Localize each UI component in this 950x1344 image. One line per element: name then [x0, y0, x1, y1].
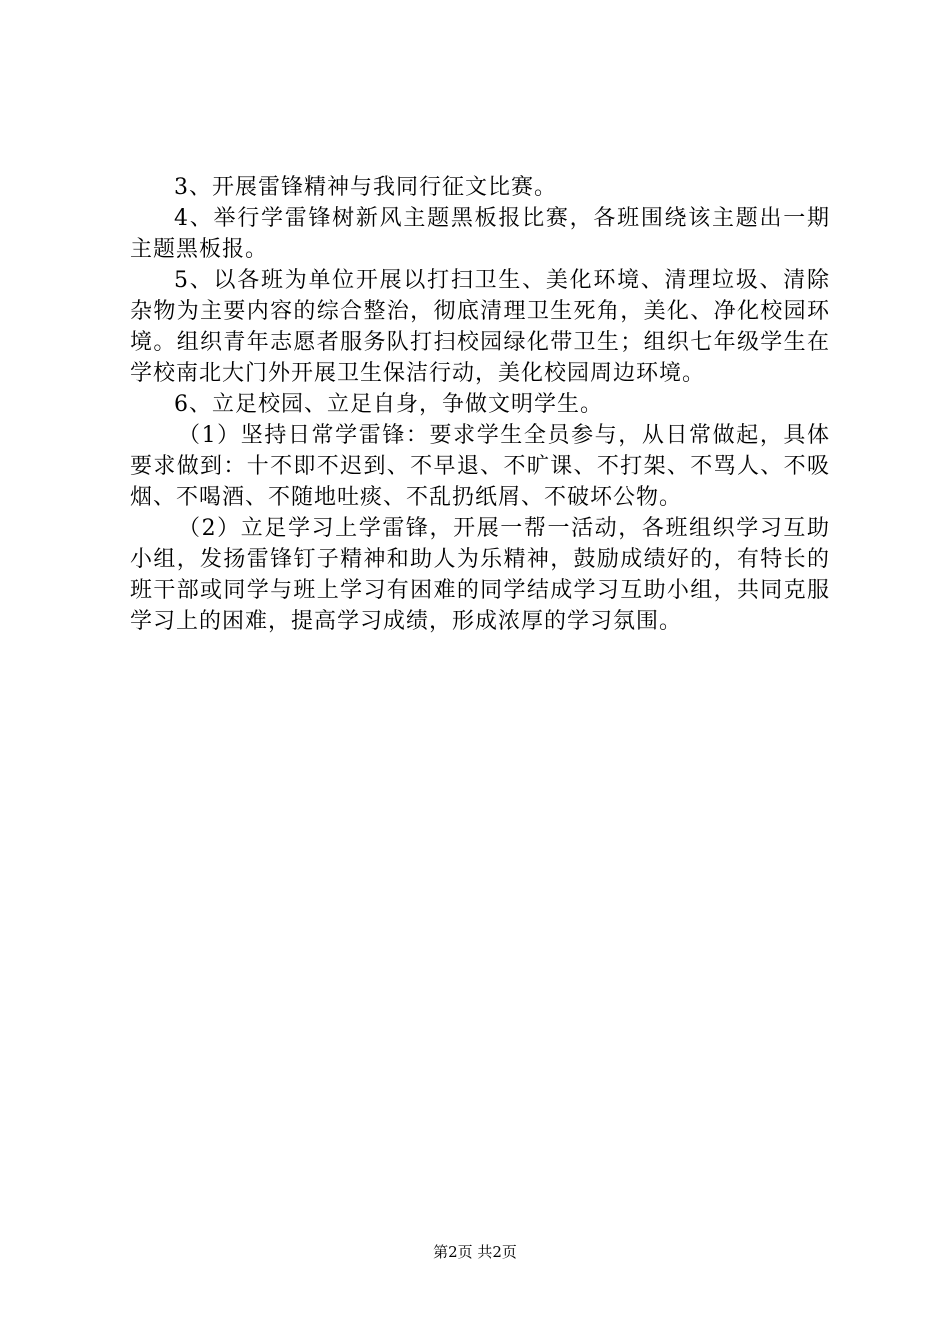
paragraph-item-3: 3、开展雷锋精神与我同行征文比赛。 [174, 175, 557, 200]
paragraph-item-6: 6、立足校园、立足自身，争做文明学生。 [174, 392, 603, 417]
page-number-footer: 第2页 共2页 [433, 1243, 517, 1261]
paragraph-subitem-1: （1）坚持日常学雷锋：要求学生全员参与，从日常做起，具体要求做到：十不即不迟到、不早退、不旷课、不打架、不骂人、不吸烟、不喝酒、不随地吐痰、不乱扔纸屑、不破坏公物。 [130, 423, 830, 510]
paragraph-item-5: 5、以各班为单位开展以打扫卫生、美化环境、清理垃圾、清除杂物为主要内容的综合整治，彻底清理卫生死角，美化、净化校园环境。组织青年志愿者服务队打扫校园绿化带卫生；组织七年级学生在学校南北大门外开展卫生保洁行动，美化校园周边环境。 [130, 268, 830, 386]
paragraph-item-4: 4、举行学雷锋树新风主题黑板报比赛，各班围绕该主题出一期主题黑板报。 [130, 206, 830, 262]
document-body [130, 172, 830, 637]
paragraph-subitem-2: （2）立足学习上学雷锋，开展一帮一活动，各班组织学习互助小组，发扬雷锋钉子精神和助人为乐精神，鼓励成绩好的，有特长的班干部或同学与班上学习有困难的同学结成学习互助小组，共同克服学习上的困难，提高学习成绩，形成浓厚的学习氛围。 [130, 516, 830, 634]
